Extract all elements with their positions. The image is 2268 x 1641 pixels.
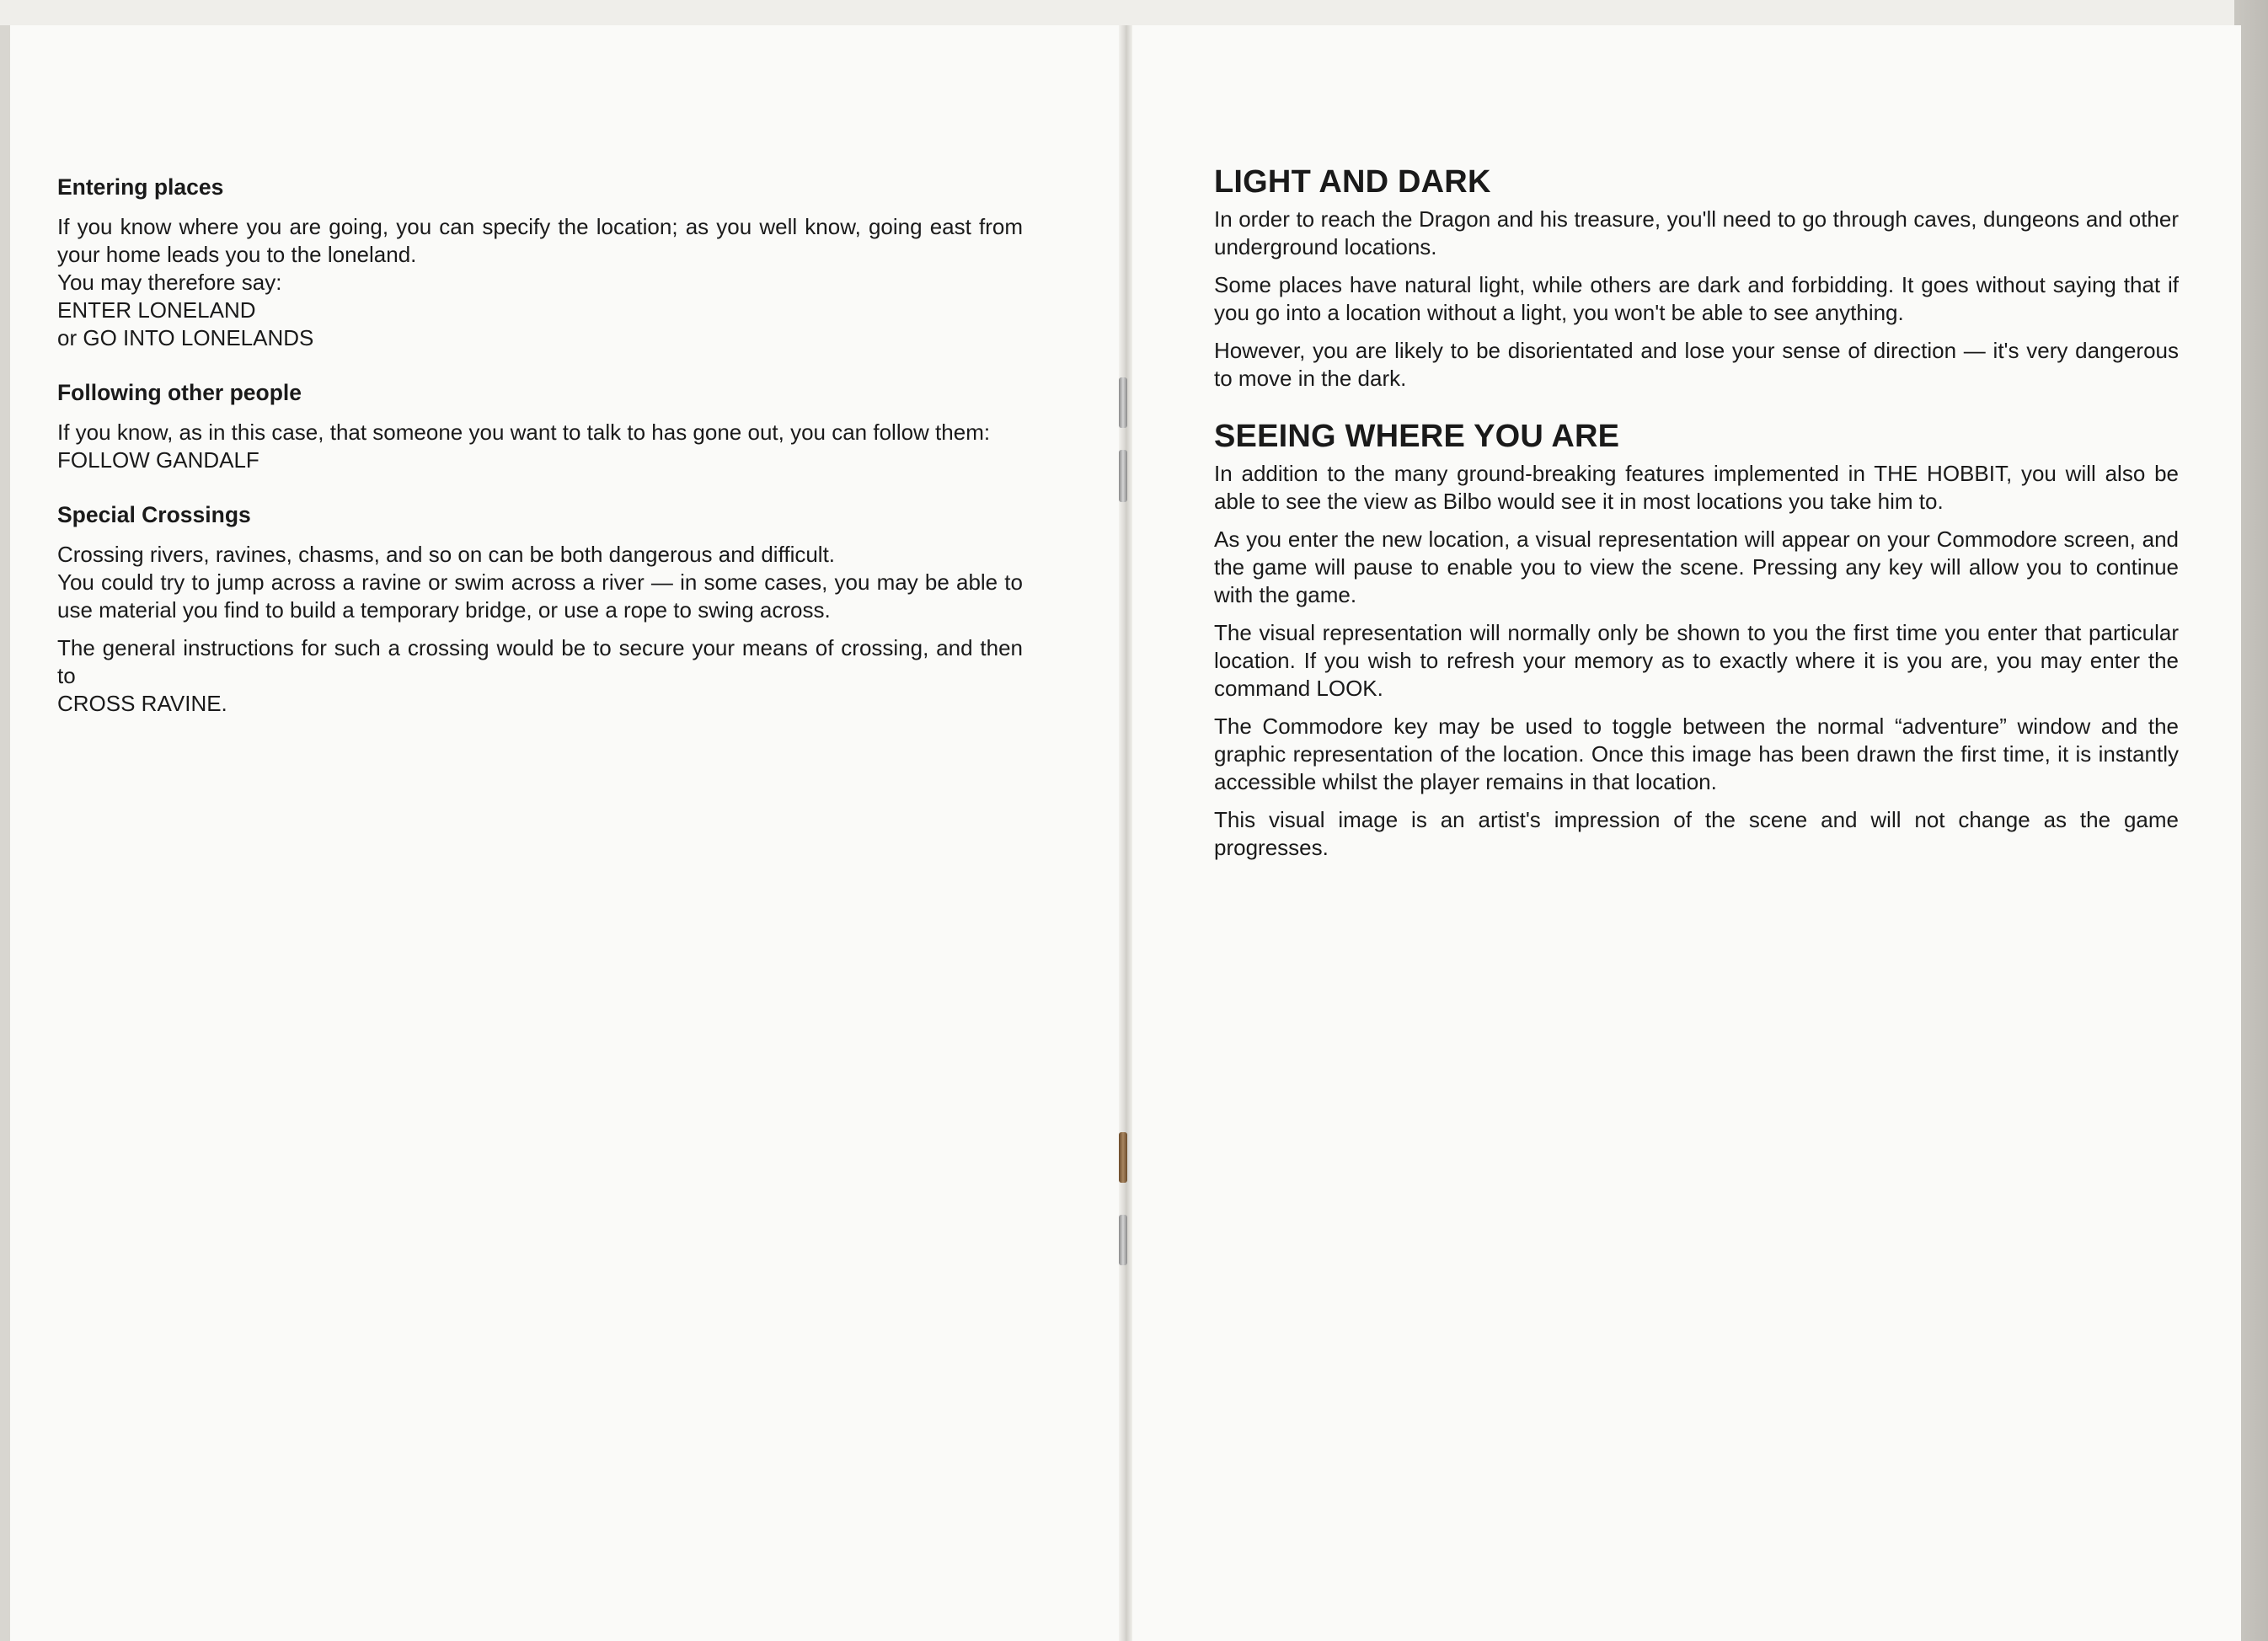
command-text: CROSS RAVINE. [57,691,227,716]
gutter-fold [1119,25,1132,1641]
subheading-following-other-people: Following other people [57,380,302,405]
staple [1119,377,1127,428]
command-text: FOLLOW GANDALF [57,447,259,473]
staple [1119,450,1127,502]
paragraph: In addition to the many ground-breaking features implemented in THE HOBBIT, you will also be able to see the view as Bilbo would see it in most locations you take him to. [1214,461,2179,514]
command-text: ENTER LONELAND [57,297,256,323]
paragraph: As you enter the new location, a visual representation will appear on your Commodore screen, and the game will pause to enable you to view the scene. Pressing any key will allow you to continue with the game. [1214,527,2179,607]
paragraph: In order to reach the Dragon and his treasure, you'll need to go through caves, dungeons and other underground locations. [1214,206,2179,259]
section-title-light-and-dark: LIGHT AND DARK [1214,164,1491,200]
paragraph: The Commodore key may be used to toggle between the normal “adventure” window and the graphic representation of the location. Once this image has been drawn the first time, it is instantly accessible whilst the player remains in that location. [1214,714,2179,794]
paragraph: If you know, as in this case, that someone you want to talk to has gone out, you can follow them: [57,420,991,445]
paragraph: You may therefore say: [57,270,282,295]
paragraph: Crossing rivers, ravines, chasms, and so on can be both dangerous and difficult. [57,542,836,567]
staple [1119,1215,1127,1265]
staple [1119,1132,1127,1183]
paragraph: However, you are likely to be disorientated and lose your sense of direction — it's very dangerous to move in the dark. [1214,338,2179,391]
paragraph: If you know where you are going, you can specify the location; as you well know, going east from your home leads you to the loneland. [57,214,1023,267]
paragraph: Some places have natural light, while others are dark and forbidding. It goes without saying that if you go into a location without a light, you won't be able to see anything. [1214,272,2179,325]
section-title-seeing-where-you-are: SEEING WHERE YOU ARE [1214,419,1620,454]
top-edge [0,0,2268,25]
command-text: or GO INTO LONELANDS [57,325,314,350]
paragraph: This visual image is an artist's impression of the scene and will not change as the game progresses. [1214,807,2179,860]
subheading-special-crossings: Special Crossings [57,502,251,527]
right-page-text [1214,163,2179,862]
subheading-entering-places: Entering places [57,174,224,200]
paragraph: You could try to jump across a ravine or swim across a river — in some cases, you may be able to use material you find to build a temporary bridge, or use a rope to swing across. [57,569,1023,623]
paragraph: The general instructions for such a crossing would be to secure your means of crossing, and then to [57,635,1023,688]
left-page-text [57,174,1023,718]
paragraph: The visual representation will normally only be shown to you the first time you enter that particular location. If you wish to refresh your memory as to exactly where it is you are, you may enter the command LOOK. [1214,620,2179,701]
